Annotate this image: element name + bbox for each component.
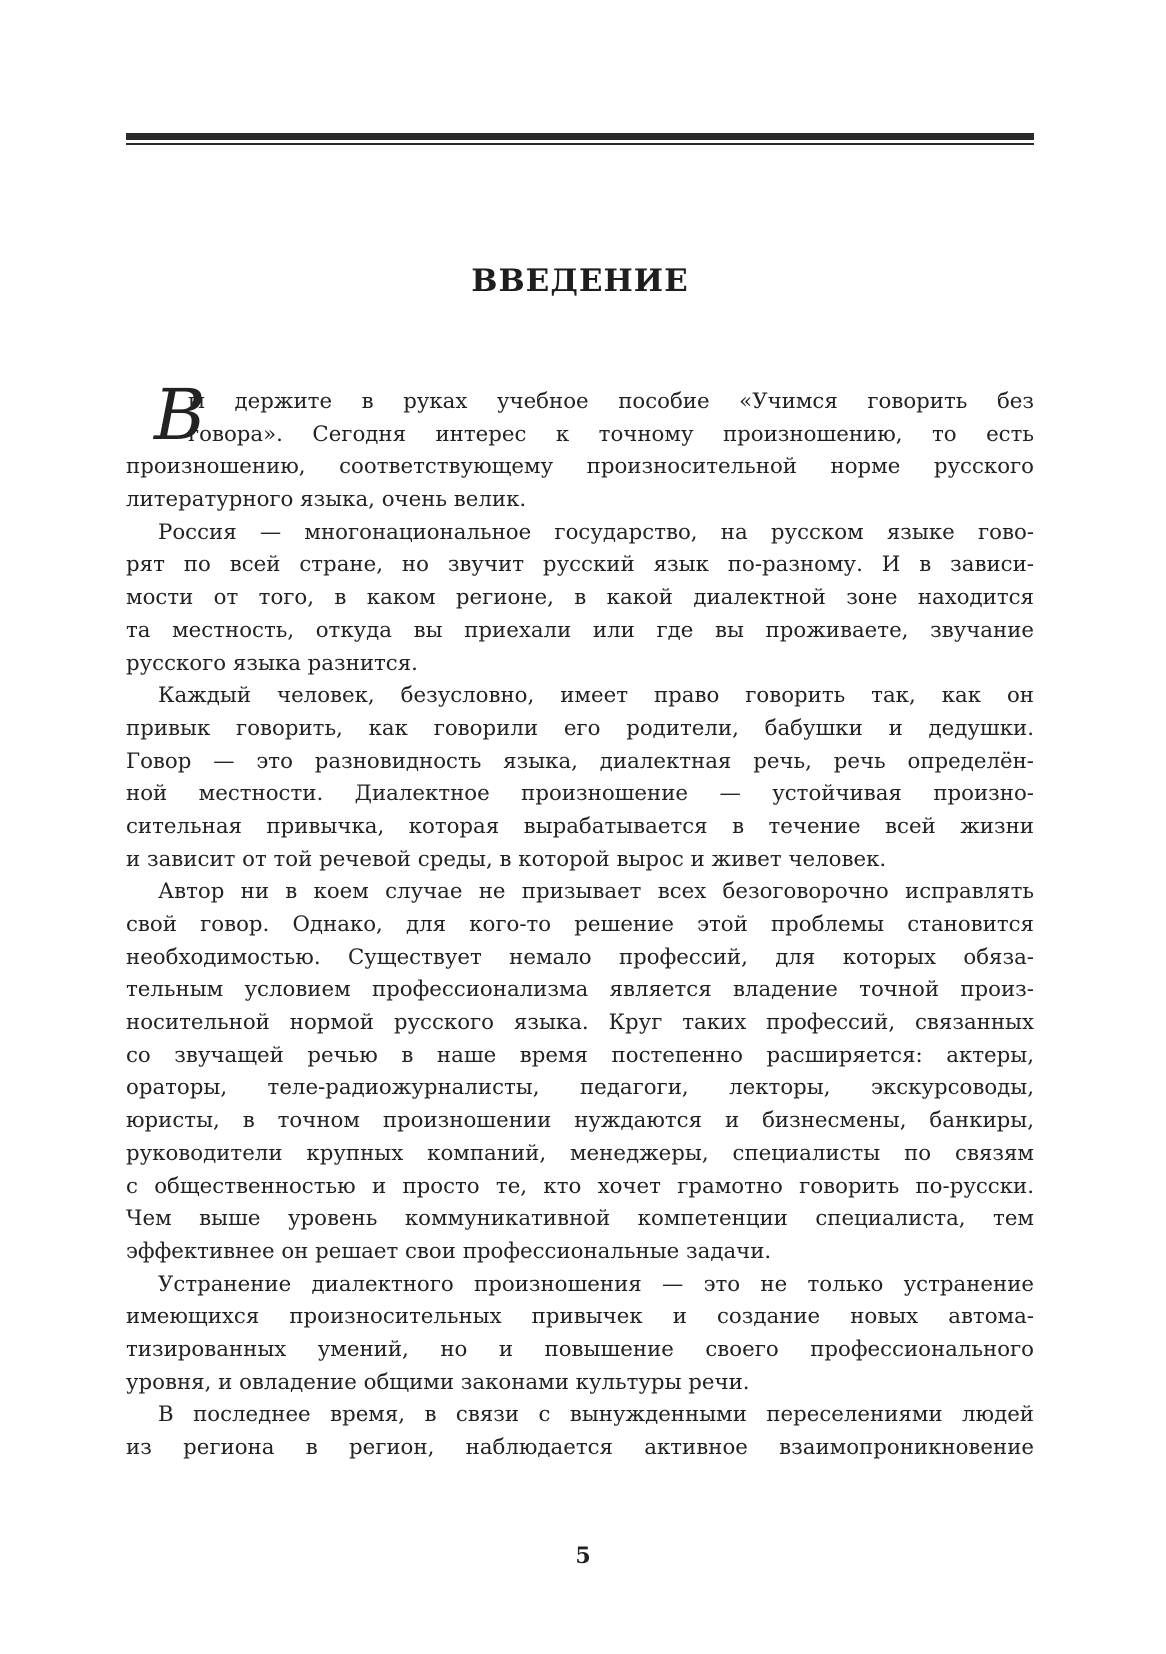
text-line: руководители крупных компаний, менеджеры, специалисты по связям (126, 1140, 1034, 1166)
header-rule-thin (126, 143, 1034, 145)
paragraph (126, 680, 1034, 876)
header-rule-thick (126, 133, 1034, 140)
text-line: Говор — это разновидность языка, диалектная речь, речь определён- (126, 748, 1034, 774)
text-line: тельным условием профессионализма является владение точной произ- (126, 977, 1034, 1003)
text-line: имеющихся произносительных привычек и создание новых автома- (126, 1304, 1034, 1330)
text-line: Каждый человек, безусловно, имеет право говорить так, как он (158, 683, 1034, 709)
text-line: рят по всей стране, но звучит русский язык по-разному. И в зависи- (126, 552, 1034, 578)
text-line: В последнее время, в связи с вынужденными переселениями людей (158, 1402, 1034, 1428)
text-line: литературного языка, очень велик. (126, 487, 527, 513)
text-line: мости от того, в каком регионе, в какой диалектной зоне находится (126, 585, 1034, 611)
text-line: и зависит от той речевой среды, в которой вырос и живет человек. (126, 846, 887, 872)
text-line: из региона в регион, наблюдается активное взаимопроникновение (126, 1435, 1034, 1460)
text-line: ной местности. Диалектное произношение — устойчивая произно- (126, 781, 1034, 807)
text-line: Устранение диалектного произношения — это не только устранение (158, 1271, 1034, 1297)
text-line: свой говор. Однако, для кого-то решение этой проблемы становится (126, 912, 1034, 937)
paragraph (126, 876, 1034, 1268)
text-line: русского языка разнится. (126, 650, 418, 676)
text-line: эффективнее он решает свои профессиональные задачи. (126, 1238, 772, 1264)
drop-cap: В (154, 374, 206, 456)
text-line: та местность, откуда вы приехали или где вы проживаете, звучание (126, 617, 1034, 643)
text-line: уровня, и овладение общими законами культуры речи. (126, 1369, 750, 1395)
text-line: тизированных умений, но и повышение своего профессионального (126, 1336, 1034, 1362)
paragraph (126, 386, 1034, 517)
text-line: произношению, соответствующему произносительной норме русского (126, 454, 1034, 480)
body-text (126, 374, 1034, 1465)
text-line: Автор ни в коем случае не призывает всех безоговорочно исправлять (158, 879, 1034, 905)
text-line: юристы, в точном произношении нуждаются и бизнесмены, банкиры, (126, 1108, 1034, 1134)
paragraph (126, 517, 1034, 680)
text-line: Чем выше уровень коммуникативной компетенции специалиста, тем (126, 1206, 1034, 1232)
page-number: 5 (575, 1543, 591, 1569)
text-line: с общественностью и просто те, кто хочет грамотно говорить по-русски. (126, 1173, 1034, 1199)
text-line: ораторы, теле-радиожурналисты, педагоги, лекторы, экскурсоводы, (126, 1075, 1034, 1101)
text-line: носительной нормой русского языка. Круг таких профессий, связанных (126, 1010, 1034, 1036)
text-line: необходимостью. Существует немало профессий, для которых обяза- (126, 944, 1034, 970)
text-line: со звучащей речью в наше время постепенно расширяется: актеры, (126, 1042, 1034, 1068)
text-line: говора». Сегодня интерес к точному произношению, то есть (188, 421, 1034, 447)
paragraph (126, 1269, 1034, 1400)
text-line: сительная привычка, которая вырабатывается в течение всей жизни (126, 813, 1034, 839)
text-line: Россия — многонациональное государство, на русском языке гово- (158, 519, 1034, 545)
text-line: привык говорить, как говорили его родители, бабушки и дедушки. (126, 715, 1034, 741)
text-line: ы держите в руках учебное пособие «Учимся говорить без (188, 389, 1034, 414)
paragraph (126, 1399, 1034, 1464)
chapter-title: ВВЕДЕНИЕ (471, 263, 689, 299)
